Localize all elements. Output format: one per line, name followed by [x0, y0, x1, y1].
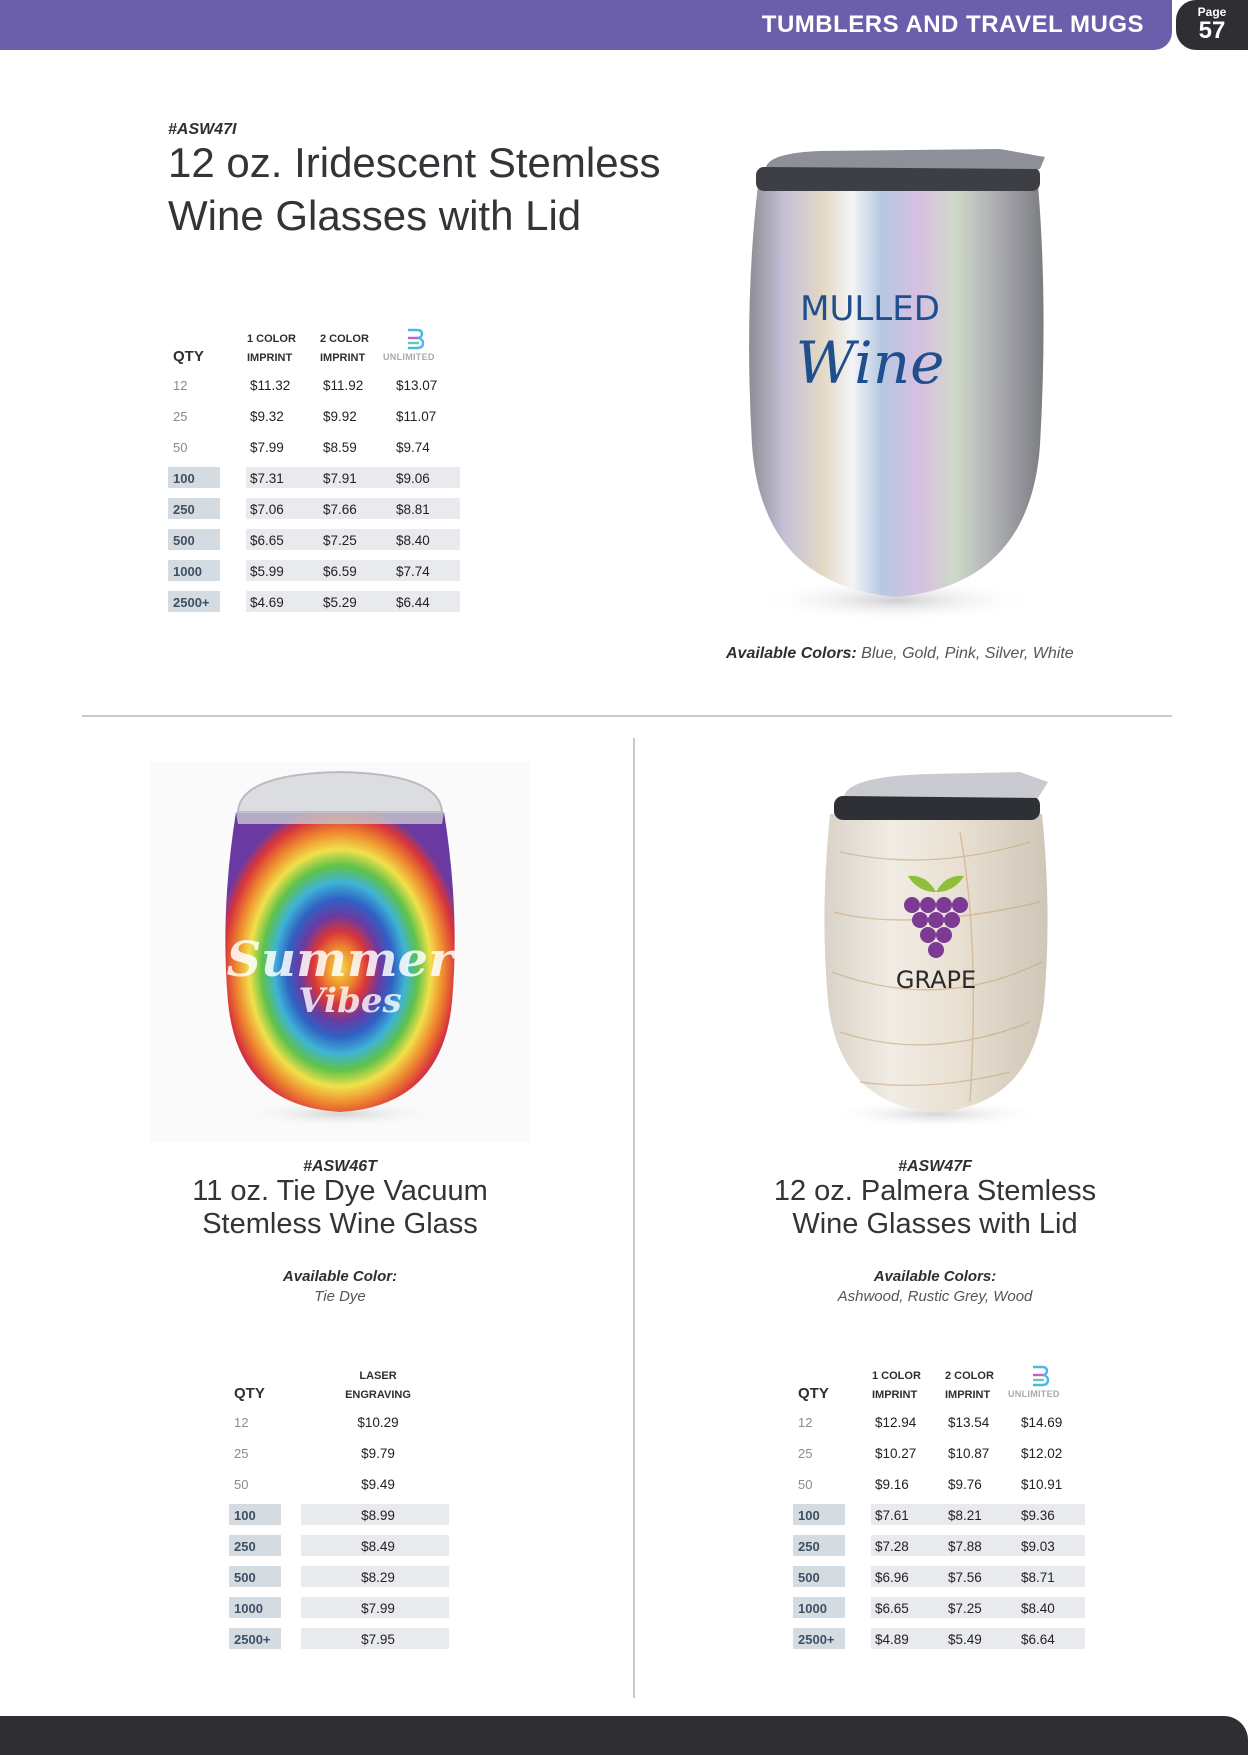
available-colors-value: Blue, Gold, Pink, Silver, White [861, 645, 1074, 662]
table-row [229, 1624, 459, 1655]
unlimited-logo-text: UNLIMITED [1008, 1389, 1060, 1399]
price-cell: $9.49 [361, 1477, 395, 1492]
table-row [793, 1531, 1083, 1562]
qty-cell: 25 [173, 409, 188, 424]
product-title [735, 1175, 1135, 1241]
footer-bar [0, 1716, 1248, 1755]
table-row [168, 463, 458, 494]
price-cell: $7.61 [875, 1508, 909, 1523]
page-number: 57 [1198, 17, 1226, 44]
price-cell: $7.06 [250, 502, 284, 517]
table-row [229, 1500, 459, 1531]
qty-header: QTY [234, 1385, 265, 1402]
unlimited-logo-icon [405, 328, 425, 350]
table-header-row [229, 1365, 459, 1407]
available-colors [190, 1267, 490, 1307]
table-row [168, 525, 458, 556]
column-header-line: IMPRINT [247, 352, 293, 364]
available-colors-value: Tie Dye [314, 1288, 366, 1305]
price-cell: $10.91 [1021, 1477, 1063, 1492]
qty-cell: 100 [173, 471, 195, 486]
svg-text:Summer: Summer [226, 932, 454, 988]
unlimited-logo-icon [1030, 1365, 1050, 1387]
price-cell: $10.29 [357, 1415, 399, 1430]
price-cell: $6.65 [250, 533, 284, 548]
table-row [168, 370, 458, 401]
column-header-line: IMPRINT [320, 352, 366, 364]
mug-text-grape: GRAPE [895, 966, 977, 994]
price-cell: $13.07 [396, 378, 438, 393]
price-table [229, 1365, 459, 1655]
table-row [168, 587, 458, 618]
price-cell: $5.99 [250, 564, 284, 579]
column-header [872, 1367, 921, 1405]
price-cell: $7.28 [875, 1539, 909, 1554]
qty-cell: 12 [798, 1415, 813, 1430]
price-cell: $7.95 [361, 1632, 395, 1647]
qty-cell: 12 [234, 1415, 249, 1430]
price-cell: $9.32 [250, 409, 284, 424]
iridescent-wine-glass-image [700, 145, 1100, 635]
unlimited-logo [1008, 1365, 1074, 1405]
qty-cell: 1000 [798, 1601, 827, 1616]
table-row [168, 494, 458, 525]
unlimited-logo-text: UNLIMITED [383, 352, 435, 362]
price-cell: $8.59 [323, 440, 357, 455]
available-colors-label: Available Colors: [726, 645, 857, 662]
column-header-line: LASER [359, 1370, 397, 1382]
column-header [320, 330, 369, 368]
mug-text-mulled: MULLED [800, 289, 940, 329]
price-cell: $9.79 [361, 1446, 395, 1461]
price-cell: $9.36 [1021, 1508, 1055, 1523]
table-row [229, 1469, 459, 1500]
price-cell: $8.21 [948, 1508, 982, 1523]
qty-cell: 2500+ [234, 1632, 271, 1647]
column-header-line: IMPRINT [872, 1389, 918, 1401]
product-code: #ASW46T [303, 1158, 377, 1175]
column-header-line: ENGRAVING [345, 1389, 411, 1401]
mug-text-wine: Wine [795, 329, 945, 397]
price-cell: $7.74 [396, 564, 430, 579]
price-cell: $4.89 [875, 1632, 909, 1647]
qty-cell: 1000 [173, 564, 202, 579]
qty-cell: 100 [798, 1508, 820, 1523]
table-row [793, 1469, 1083, 1500]
qty-cell: 100 [234, 1508, 256, 1523]
qty-cell: 250 [234, 1539, 256, 1554]
svg-text:Vibes: Vibes [298, 981, 402, 1021]
price-cell: $7.56 [948, 1570, 982, 1585]
palmera-wine-glass-image [730, 762, 1140, 1142]
price-cell: $6.96 [875, 1570, 909, 1585]
qty-cell: 50 [798, 1477, 813, 1492]
qty-cell: 250 [173, 502, 195, 517]
product-title-line: Wine Glasses with Lid [168, 192, 582, 239]
table-row [229, 1593, 459, 1624]
price-cell: $10.27 [875, 1446, 917, 1461]
qty-header: QTY [798, 1385, 829, 1402]
qty-cell: 1000 [234, 1601, 263, 1616]
qty-cell: 500 [234, 1570, 256, 1585]
price-cell: $7.99 [250, 440, 284, 455]
qty-cell: 2500+ [798, 1632, 835, 1647]
price-cell: $8.81 [396, 502, 430, 517]
available-colors-value: Ashwood, Rustic Grey, Wood [837, 1288, 1033, 1305]
price-cell: $6.59 [323, 564, 357, 579]
table-row [168, 432, 458, 463]
page-label: Page [1197, 5, 1227, 19]
available-colors-label: Available Color: [282, 1268, 398, 1285]
table-row [793, 1624, 1083, 1655]
price-cell: $8.40 [1021, 1601, 1055, 1616]
table-row [793, 1438, 1083, 1469]
price-cell: $11.32 [250, 378, 291, 393]
table-row [793, 1407, 1083, 1438]
qty-cell: 250 [798, 1539, 820, 1554]
price-cell: $9.03 [1021, 1539, 1055, 1554]
price-cell: $11.92 [323, 378, 364, 393]
column-header-line: 1 COLOR [872, 1370, 921, 1382]
price-cell: $9.76 [948, 1477, 982, 1492]
price-cell: $8.71 [1021, 1570, 1055, 1585]
table-row [229, 1438, 459, 1469]
price-table [793, 1365, 1083, 1655]
available-colors-label: Available Colors: [873, 1268, 997, 1285]
price-cell: $8.29 [361, 1570, 395, 1585]
price-cell: $12.94 [875, 1415, 917, 1430]
product-title-line: Stemless Wine Glass [202, 1208, 478, 1240]
price-cell: $13.54 [948, 1415, 990, 1430]
price-cell: $4.69 [250, 595, 284, 610]
price-cell: $12.02 [1021, 1446, 1063, 1461]
price-cell: $7.66 [323, 502, 357, 517]
price-cell: $6.44 [396, 595, 430, 610]
qty-cell: 25 [798, 1446, 813, 1461]
qty-cell: 500 [173, 533, 195, 548]
qty-cell: 500 [798, 1570, 820, 1585]
column-header [335, 1367, 421, 1405]
qty-cell: 50 [173, 440, 188, 455]
price-cell: $9.16 [875, 1477, 909, 1492]
product-title-line: 12 oz. Palmera Stemless [773, 1175, 1097, 1207]
header-bar [0, 0, 1172, 50]
column-header-line: 1 COLOR [247, 333, 296, 345]
price-table [168, 328, 458, 618]
table-row [229, 1407, 459, 1438]
price-cell: $8.99 [361, 1508, 395, 1523]
column-header-line: 2 COLOR [320, 333, 369, 345]
available-colors [726, 645, 1074, 663]
qty-cell: 12 [173, 378, 188, 393]
price-cell: $5.29 [323, 595, 357, 610]
price-cell: $7.88 [948, 1539, 982, 1554]
table-row [793, 1500, 1083, 1531]
unlimited-logo [383, 328, 449, 368]
tie-dye-wine-glass-image [150, 762, 530, 1142]
price-cell: $8.49 [361, 1539, 395, 1554]
section-title: TUMBLERS AND TRAVEL MUGS [761, 11, 1144, 38]
price-cell: $7.25 [948, 1601, 982, 1616]
qty-cell: 50 [234, 1477, 249, 1492]
product-title [168, 136, 728, 242]
table-row [229, 1562, 459, 1593]
price-cell: $14.69 [1021, 1415, 1063, 1430]
product-code: #ASW47F [898, 1158, 972, 1175]
table-header-row [793, 1365, 1083, 1407]
column-header [945, 1367, 994, 1405]
product-title-line: 11 oz. Tie Dye Vacuum [192, 1175, 488, 1207]
product-title [140, 1175, 540, 1241]
column-header [247, 330, 296, 368]
table-row [793, 1593, 1083, 1624]
qty-cell: 2500+ [173, 595, 210, 610]
price-cell: $10.87 [948, 1446, 990, 1461]
price-cell: $6.64 [1021, 1632, 1055, 1647]
product-code: #ASW47I [168, 121, 237, 138]
table-row [229, 1531, 459, 1562]
price-cell: $9.74 [396, 440, 430, 455]
table-row [168, 556, 458, 587]
price-cell: $8.40 [396, 533, 430, 548]
price-cell: $7.91 [323, 471, 357, 486]
vertical-divider [633, 738, 635, 1698]
table-header-row [168, 328, 458, 370]
price-cell: $7.99 [361, 1601, 395, 1616]
product-title-line: 12 oz. Iridescent Stemless [168, 139, 661, 186]
price-cell: $5.49 [948, 1632, 982, 1647]
qty-header: QTY [173, 348, 204, 365]
table-row [793, 1562, 1083, 1593]
price-cell: $7.31 [250, 471, 284, 486]
column-header-line: 2 COLOR [945, 1370, 994, 1382]
price-cell: $9.06 [396, 471, 430, 486]
available-colors [785, 1267, 1085, 1307]
qty-cell: 25 [234, 1446, 249, 1461]
page-number-badge [1176, 0, 1248, 50]
product-title-line: Wine Glasses with Lid [792, 1208, 1078, 1240]
price-cell: $7.25 [323, 533, 357, 548]
price-cell: $11.07 [396, 409, 437, 424]
price-cell: $6.65 [875, 1601, 909, 1616]
price-cell: $9.92 [323, 409, 357, 424]
table-row [168, 401, 458, 432]
column-header-line: IMPRINT [945, 1389, 991, 1401]
horizontal-divider [82, 715, 1172, 717]
